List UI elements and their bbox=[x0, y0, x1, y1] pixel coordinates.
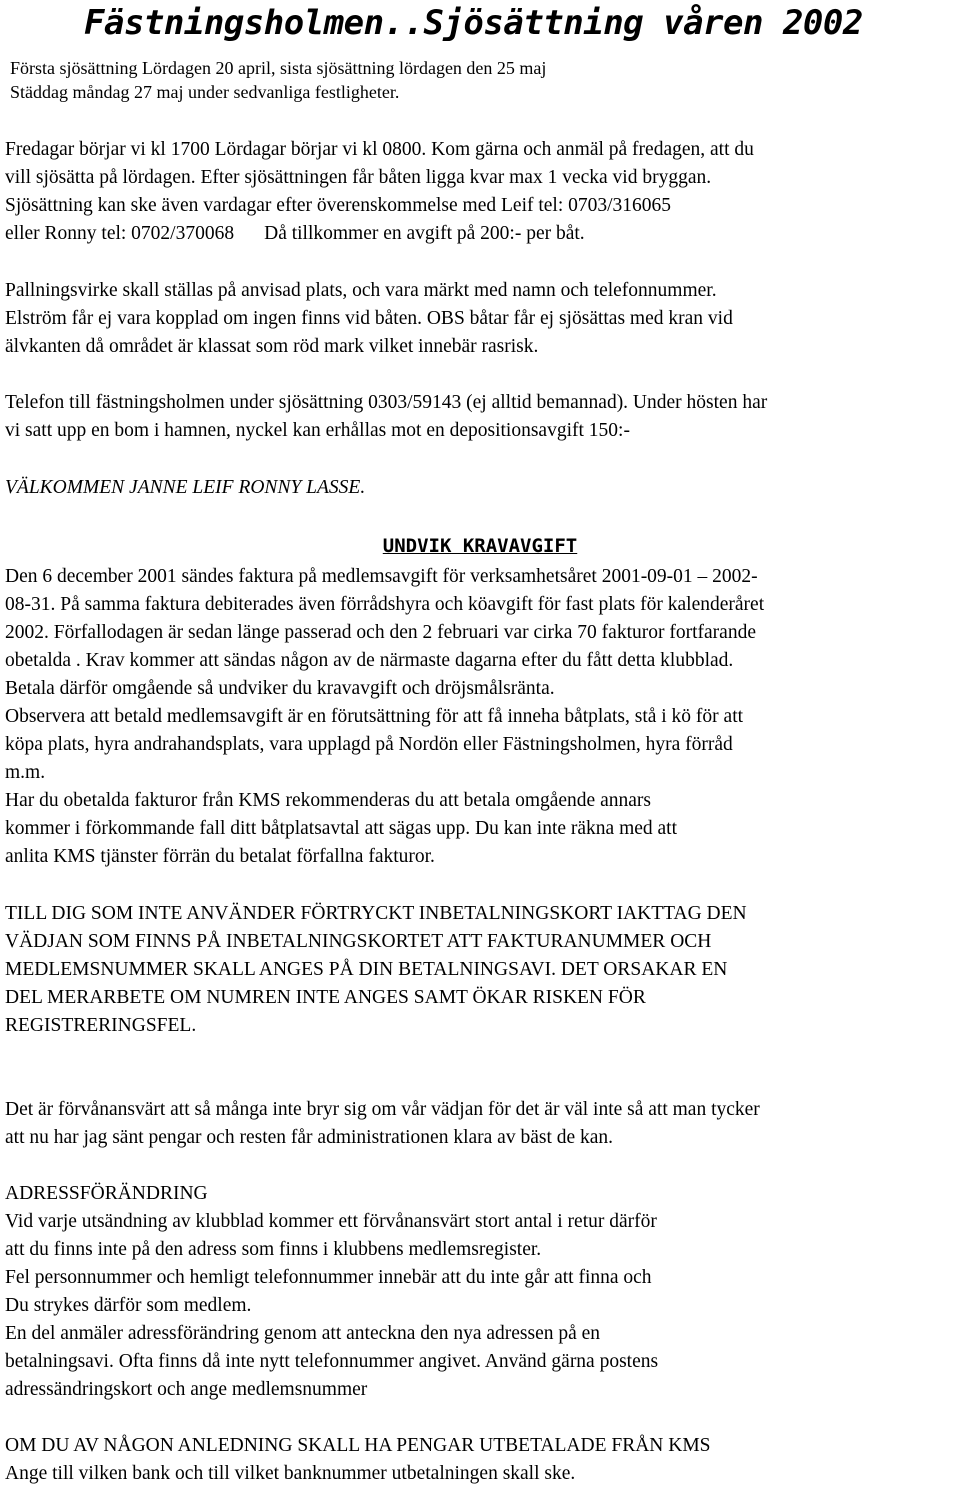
remark-line-2: att nu har jag sänt pengar och resten får administrationen klara av bäst de kan. bbox=[5, 1127, 614, 1148]
pallning-line-3: älvkanten då området är klassat som röd mark vilket innebär rasrisk. bbox=[5, 336, 539, 357]
kravavgift-line-1: Den 6 december 2001 sändes faktura på medlemsavgift för verksamhetsåret 2001-09-01 – 2002- bbox=[5, 566, 758, 587]
kravavgift-line-8: m.m. bbox=[5, 762, 46, 783]
notice-line-2: VÄDJAN SOM FINNS PÅ INBETALNINGSKORTET ATT FAKTURANUMMER OCH bbox=[5, 931, 712, 952]
kravavgift-line-6: Observera att betald medlemsavgift är en förutsättning för att få inneha båtplats, stå i kö för att bbox=[5, 706, 744, 727]
adress-line-2: att du finns inte på den adress som finns i klubbens medlemsregister. bbox=[5, 1239, 542, 1260]
kravavgift-line-3: 2002. Förfallodagen är sedan länge passerad och den 2 februari var cirka 70 fakturor fortfarande bbox=[5, 622, 756, 643]
utbetalning-line-1: OM DU AV NÅGON ANLEDNING SKALL HA PENGAR UTBETALADE FRÅN KMS bbox=[5, 1435, 711, 1456]
adress-line-1: Vid varje utsändning av klubblad kommer ett förvånansvärt stort antal i retur därför bbox=[5, 1211, 657, 1232]
kravavgift-heading: UNDVIK KRAVAVGIFT bbox=[382, 535, 578, 557]
notice-line-5: REGISTRERINGSFEL. bbox=[5, 1015, 197, 1036]
adress-line-6: betalningsavi. Ofta finns då inte nytt telefonnummer angivet. Använd gärna postens bbox=[5, 1351, 659, 1372]
adress-line-4: Du strykes därför som medlem. bbox=[5, 1295, 252, 1316]
times-line-1: Fredagar börjar vi kl 1700 Lördagar börjar vi kl 0800. Kom gärna och anmäl på fredagen, att du bbox=[5, 139, 754, 160]
notice-line-4: DEL MERARBETE OM NUMREN INTE ANGES SAMT ÖKAR RISKEN FÖR bbox=[5, 987, 646, 1008]
times-line-2: vill sjösätta på lördagen. Efter sjösättningen får båten ligga kvar max 1 vecka vid bryggan. bbox=[5, 167, 712, 188]
adress-line-5: En del anmäler adressförändring genom att anteckna den nya adressen på en bbox=[5, 1323, 601, 1344]
adress-line-3: Fel personnummer och hemligt telefonnummer innebär att du inte går att finna och bbox=[5, 1267, 652, 1288]
kravavgift-line-10: kommer i förkommande fall ditt båtplatsavtal att sägas upp. Du kan inte räkna med att bbox=[5, 818, 678, 839]
document-title: Fästningsholmen..Sjösättning våren 2002 bbox=[84, 3, 863, 43]
notice-line-1: TILL DIG SOM INTE ANVÄNDER FÖRTRYCKT INBETALNINGSKORT IAKTTAG DEN bbox=[5, 903, 747, 924]
telefon-line-2: vi satt upp en bom i hamnen, nyckel kan erhållas mot en depositionsavgift 150:- bbox=[5, 420, 630, 441]
notice-line-3: MEDLEMSNUMMER SKALL ANGES PÅ DIN BETALNINGSAVI. DET ORSAKAR EN bbox=[5, 959, 728, 980]
kravavgift-line-11: anlita KMS tjänster förrän du betalat förfallna fakturor. bbox=[5, 846, 435, 867]
fee-note: Då tillkommer en avgift på 200:- per båt. bbox=[264, 223, 585, 244]
ronny-line bbox=[5, 222, 585, 246]
adress-heading: ADRESSFÖRÄNDRING bbox=[5, 1183, 208, 1204]
adress-line-7: adressändringskort och ange medlemsnummer bbox=[5, 1379, 368, 1400]
kravavgift-line-9: Har du obetalda fakturor från KMS rekommenderas du att betala omgående annars bbox=[5, 790, 651, 811]
kravavgift-line-7: köpa plats, hyra andrahandsplats, vara upplagd på Nordön eller Fästningsholmen, hyra förråd bbox=[5, 734, 733, 755]
telefon-line-1: Telefon till fästningsholmen under sjösättning 0303/59143 (ej alltid bemannad). Under hösten har bbox=[5, 392, 768, 413]
ronny-phone: eller Ronny tel: 0702/370068 bbox=[5, 223, 235, 244]
pallning-line-1: Pallningsvirke skall ställas på anvisad plats, och vara märkt med namn och telefonnummer. bbox=[5, 280, 717, 301]
intro-line-1: Första sjösättning Lördagen 20 april, sista sjösättning lördagen den 25 maj bbox=[10, 58, 547, 78]
kravavgift-line-4: obetalda . Krav kommer att sändas någon av de närmaste dagarna efter du fått detta klubblad. bbox=[5, 650, 734, 671]
intro-line-2: Städdag måndag 27 maj under sedvanliga festligheter. bbox=[10, 82, 400, 102]
welcome-line: VÄLKOMMEN JANNE LEIF RONNY LASSE. bbox=[5, 477, 366, 498]
pallning-line-2: Elström får ej vara kopplad om ingen finns vid båten. OBS båtar får ej sjösättas med kran vid bbox=[5, 308, 733, 329]
kravavgift-line-5: Betala därför omgående så undviker du kravavgift och dröjsmålsränta. bbox=[5, 678, 555, 699]
remark-line-1: Det är förvånansvärt att så många inte bryr sig om vår vädjan för det är väl inte så att man tycker bbox=[5, 1099, 760, 1120]
kravavgift-line-2: 08-31. På samma faktura debiterades även förrådshyra och köavgift för fast plats för kalenderåret bbox=[5, 594, 765, 615]
utbetalning-line-2: Ange till vilken bank och till vilket banknummer utbetalningen skall ske. bbox=[5, 1463, 576, 1484]
times-line-3: Sjösättning kan ske även vardagar efter överenskommelse med Leif tel: 0703/316065 bbox=[5, 195, 672, 216]
